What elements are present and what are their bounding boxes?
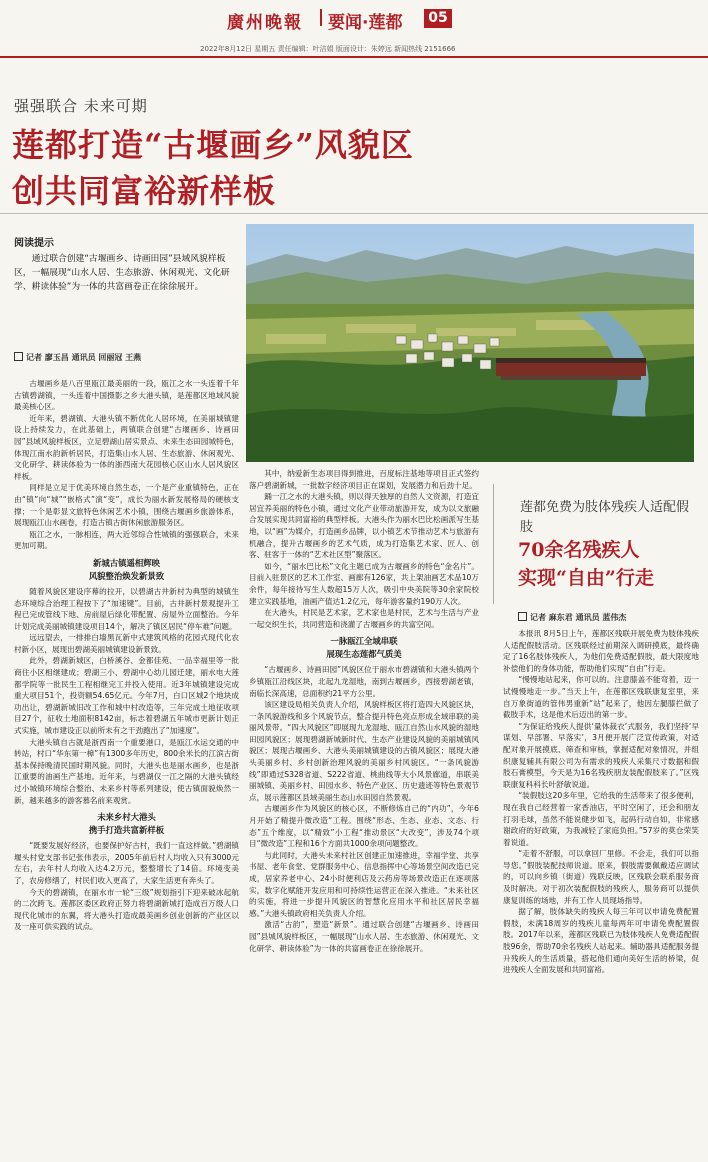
paragraph: 该区建设局相关负责人介绍，风貌样板区将打造四大风貌区块，一条风貌游线和多个风貌节点，整合提升特色亮点形成全域串联的美丽风景带。“四大风貌区”即展现九龙湿地、瓯江自然山水风貌的湿地田园风貌区；展现碧湖新城新时代、生态产业建设风貌的美丽城镇风貌区；展现古堰画乡、大港头美丽城镇建设的古镇风貌区；展现大港头美丽乡村、乡村创新治理风貌的美丽乡村风貌区。“一条风貌游线”即通过S328省道、S222省道、桃曲线等大小风景廊道，串联美丽城镇、美丽乡村、田园水乡、特色产业区、历史遗迹等特色景观节点，展示莲都区县域美丽生态山水田园自然景观。 bbox=[249, 700, 479, 802]
paragraph: “为保证给残疾人提供‘量体裁衣’式服务，我们坚持‘早谋划、早部署、早落实’，3月便开展广泛宣传政策，对适配对象开展摸底、筛查和审核，掌握适配对象情况，并组织康复辅具有限公司为有需求的残疾人采集尺寸数据和假肢石膏模型，今天是为16名残疾朋友装配假肢来了。”区残联康复科科长叶舒敏说道。 bbox=[503, 721, 699, 789]
paragraph: “走着不舒服，可以拿回厂里修。不会走，我们可以指导您。”假肢装配技师说道。原来，假肢需要佩戴适应调试的，可以向乡镇（街道）残联反映，区残联会联系服务商及时解决。对于初次装配假肢的残疾人，服务商可以提供康复训练的场地，并有工作人员现场指导。 bbox=[503, 849, 699, 905]
paper-name: 廣州晚報 bbox=[227, 13, 303, 33]
byline-icon bbox=[518, 612, 527, 621]
main-article-column-2 bbox=[249, 468, 479, 1158]
paragraph: 其中，纳爱新生态项目得到推进，百度标注基地等项目正式签约落户碧湖新城，一批数字经济项目正在谋划，发展潜力和后劲十足。 bbox=[249, 469, 479, 490]
paragraph: 踊一江之水的大港头镇，则以得天独厚的自然人文资源，打造宜居宜养美丽的特色小镇，通过文化产业带动旅游开发，成为以文旅融合发展实现共同富裕的典型样板。大港头作为丽水巴比松画派写生基地，以“画”为媒介，打造画乡品牌，以小镇艺术节推动艺术与旅游有机融合，提升古堰画乡的艺术气质，成为打造集艺术家、匠人、创客、驻客于一体的“艺术社区型”聚落区。 bbox=[249, 492, 479, 560]
paragraph: 古堰画乡是八百里瓯江最美丽的一段，瓯江之水一头连着千年古镇碧湖镇，一头连着中国摄影之乡大港头镇，是莲都区地域风貌最美核心区。 bbox=[14, 379, 239, 412]
main-headline-line-1: 莲都打造“古堰画乡”风貌区 bbox=[12, 126, 414, 164]
subheading: 新城古镇遥相辉映 风貌整治焕发新景致 bbox=[88, 557, 165, 581]
paragraph: “古堰画乡、诗画田园”风貌区位于丽水市碧湖镇和大港头镇两个乡镇瓯江沿线区块，北起九龙湿地，南到古堰画乡，西接碧湖老镇，南临长深高速，总面积约21平方公里。 bbox=[249, 665, 479, 698]
lead-title: 阅读提示 bbox=[14, 238, 54, 249]
page-number: 05 bbox=[424, 9, 452, 28]
paragraph: “既要发展好经济，也要保护好古村，我们一直这样做。”碧湖镇堰头村党支部书记张伟表示，2005年前后村人均收入只有3000元左右，去年村人均收入达4.2万元，整整增长了14倍。环境变美了，农房修缮了，村民们收入更高了，大家生活更有奔头了。 bbox=[14, 841, 239, 885]
side-article-column bbox=[503, 628, 699, 1158]
paragraph: “慢慢地站起来，你可以的。注意膝盖不能弯着，迈一试慢慢地走一步。”当天上午，在莲都区残联康复室里，来自万象街道的管伟男重新“站”起来了，他因左腿膝拦做了截肢手术，这是他术后迈出的第一步。 bbox=[503, 675, 699, 720]
aerial-photo bbox=[246, 224, 694, 462]
main-headline-line-2: 创共同富裕新样板 bbox=[12, 172, 277, 210]
paragraph: 本报讯 8月5日上午，莲都区残联开展免费为肢体残疾人适配假肢活动。区残联经过前期深入调研摸底，最终确定了16名肢体残疾人，为他们免费适配假肢，最大限度地补偿他们的身体功能，帮助他们实现“自由”行走。 bbox=[503, 629, 699, 673]
side-byline bbox=[518, 612, 626, 623]
side-headline-line-1: 70余名残疾人 bbox=[518, 539, 640, 561]
side-byline-text: 记者 麻东君 通讯员 蓝伟杰 bbox=[530, 613, 627, 622]
side-story-rule bbox=[493, 484, 494, 604]
subheading: 一脉瓯江全域串联 展现生态莲都气质美 bbox=[326, 636, 402, 660]
paragraph: 如今，“丽水巴比松”文化主题已成为古堰画乡的特色“金名片”。目前入驻景区的艺术工作室、画廊有126家，共上架油画艺术品10万余件，每年接待写生人数超15万人次，吸引中央美院等30余家院校建立实践基地，油画产值达1.2亿元，每年游客量约190万人次。 bbox=[249, 561, 479, 606]
edition-info: 2022年8月12日 星期五 责任编辑：叶洁娟 版面设计：朱婷远 新闻热线 2151666 bbox=[200, 45, 456, 53]
paragraph: 古堰画乡作为风貌区的核心区，不断修炼自己的“内功”，今年6月开始了精提升微改造“工程。围绕“形态、生态、业态、文态、行态”五个维度，以“精致”小工程“推动景区“大改变”，涉及74个项目“微改造”工程和16个方面共1000余项问题整改。 bbox=[249, 804, 479, 849]
masthead-divider bbox=[320, 9, 322, 26]
side-kicker: 莲都免费为肢体残疾人适配假肢 bbox=[520, 500, 690, 535]
top-rule bbox=[0, 56, 708, 58]
paragraph: 在大港头，村民是艺术家，艺术家也是村民，艺术与生活与产业一起交织生长，共同营造和浇灌了古堰画乡的共富空间。 bbox=[249, 608, 479, 629]
paragraph: 近年来，碧湖镇、大港头镇不断优化人居环境，在美丽城镇建设上持续发力，在此基础上，两镇联合创建“古堰画乡、诗画田园”县域风貌样板区，立足碧湖山居实景点、未来生态田园城特色，体现江南水韵新析居民，打造集山水人居、生态旅游、休闲观光、文化研学、耕读体验为一体的浙西南大花园核心区山水人居风貌区样板。 bbox=[14, 413, 239, 481]
main-byline bbox=[14, 352, 141, 363]
paragraph: 远远望去，一排排白墙黑瓦新中式建筑风格的花园式现代化农村新小区，展现出碧湖美丽城镇建设新景致。 bbox=[14, 633, 239, 654]
aerial-photo-village-river-icon bbox=[246, 224, 694, 462]
main-article-column-1 bbox=[14, 378, 239, 1158]
paragraph: 随着风貌区建设序幕的拉开，以碧湖古井新村为典型的城镇生态环境综合治理工程按下了“加速键”。目前，古井新村景观提升工程已完成管线下地、房前屋后绿化带配置、房屋外立面整治。今年计划完成美丽城镇建设项目14个，解决了镇区居民“停车难”问题。 bbox=[14, 586, 239, 631]
masthead bbox=[0, 0, 708, 36]
lead-text: 通过联合创建“古堰画乡、诗画田园”县域风貌样板区，一幅展现“山水人居、生态旅游、休闲观光、文化研学、耕读体验”为一体的共富画卷正在徐徐展开。 bbox=[14, 254, 230, 292]
headline-rule bbox=[0, 213, 708, 214]
main-byline-text: 记者 廖玉昌 通讯员 回丽冠 王燕 bbox=[26, 353, 142, 362]
byline-icon bbox=[14, 352, 23, 361]
paragraph: 瓯江之水，一脉相连，两大近邻综合性城镇的强强联合，未来更加可期。 bbox=[14, 529, 239, 551]
side-headline-line-2: 实现“自由”行走 bbox=[518, 567, 654, 589]
side-headline bbox=[518, 536, 698, 592]
main-kicker: 强强联合 未来可期 bbox=[14, 97, 148, 115]
paragraph: “装假肢这20多年里，它给我的生活带来了很多便利，现在我自己经营着一家香油店，平时空闲了，还会和朋友打羽毛球，虽然不能说健步如飞，起码行动自如，非常感谢政府的好政策，为我减轻了家庭负担。”57岁的莫仓荣笑着说道。 bbox=[503, 791, 699, 847]
paragraph: 此外，碧湖新城区，白桥溪谷、金都佳苑、一品幸福里等一批商住小区相继建成；碧湖三小、碧湖中心幼儿园迁建，丽水电大莲都学院等一批民生工程相继完工并投入使用。近3年城镇建设完成重大项目51个，投资额54.65亿元。今年7月，白口区城2个地块成功出让，碧湖新城旧改工作和城中村改造等，三年完成土地征收项目27个，征收土地面积8142亩，标志着碧湖五年城市更新计划正式实施，城市建设正以前所未有之干劲跑出了“加速度”。 bbox=[14, 656, 239, 736]
paragraph: 激活“古韵”，塑造“新景”。通过联合创建“古堰画乡、诗画田园”县城风貌样板区，一幅展现“山水人居、生态旅游、休闲观光、文化研学、耕读体验”为一体的共富画卷正在徐徐展开。 bbox=[249, 920, 479, 953]
paragraph: 同样是立足于优美环境自然生态，一个是产业重镇特色，正在由“镇”向“城”“嵌格式”演“变”，成长为丽水新发展格局的硬核支撑；一个是彰显文旅特色休闲艺术小镇，围绕古堰画乡旅游体系，展现瓯江山水画卷，打造古镇古街休闲旅游服务区。 bbox=[14, 483, 239, 528]
section-name: 要闻·莲都 bbox=[328, 13, 403, 33]
paragraph: 大港头镇自古就是浙西南一个重要港口，是瓯江水运交通的中转站，村口“华东第一樟”有1300多年历史，800余米长的江滨古街基本保持晚清民国时期风貌。同时，大港头也是丽水画乡，也是浙江重要的油画生产基地。近年来，与碧湖仅一江之隔的大港头镇经过小城镇环境综合整治、未来乡村等系列建设，使古镇面貌焕然一新，越来越多的游客慕名前来观赏。 bbox=[14, 737, 239, 805]
paragraph: 据了解，肢体缺失的残疾人每三年可以申请免费配置假肢，未满18周岁的残疾儿童每两年可申请免费配置假肢。2017年以来，莲都区残联已为肢体残疾人免费适配假肢96余，帮助70余名残疾人站起来。辅助器具适配服务提升残疾人的生活质量，搭起他们通向美好生活的桥梁，促进残疾人全面发展和共同富裕。 bbox=[503, 907, 699, 975]
paragraph: 与此同时，大港头未来村社区创建正加速推进，幸福学堂、共享书屋、老年食堂、党群服务中心、信息指挥中心等场景空间改造已完成，居家养老中心、24小时便利店及云药房等场景改造正在逐项落实，数字化赋能开发应用和可持续性运营正在深入推进。“未来社区的实施，将进一步提升风貌区的智慧化应用水平和社区居民幸福感。”大港头镇政府相关负责人介绍。 bbox=[249, 850, 479, 918]
subheading: 未来乡村大港头 携手打造共富新样板 bbox=[88, 812, 165, 836]
covered-bridge bbox=[496, 358, 646, 380]
paragraph: 今天的碧湖镇，在丽水市一轮“三级”规划指引下迎来破冰起航的二次跨飞。莲都区委区政府正努力将碧湖新城打造成百万级人口现代化城市的东翼，将大港头打造成最美画乡创业创新的产业区以及一座可供实践的试点。 bbox=[14, 887, 239, 932]
